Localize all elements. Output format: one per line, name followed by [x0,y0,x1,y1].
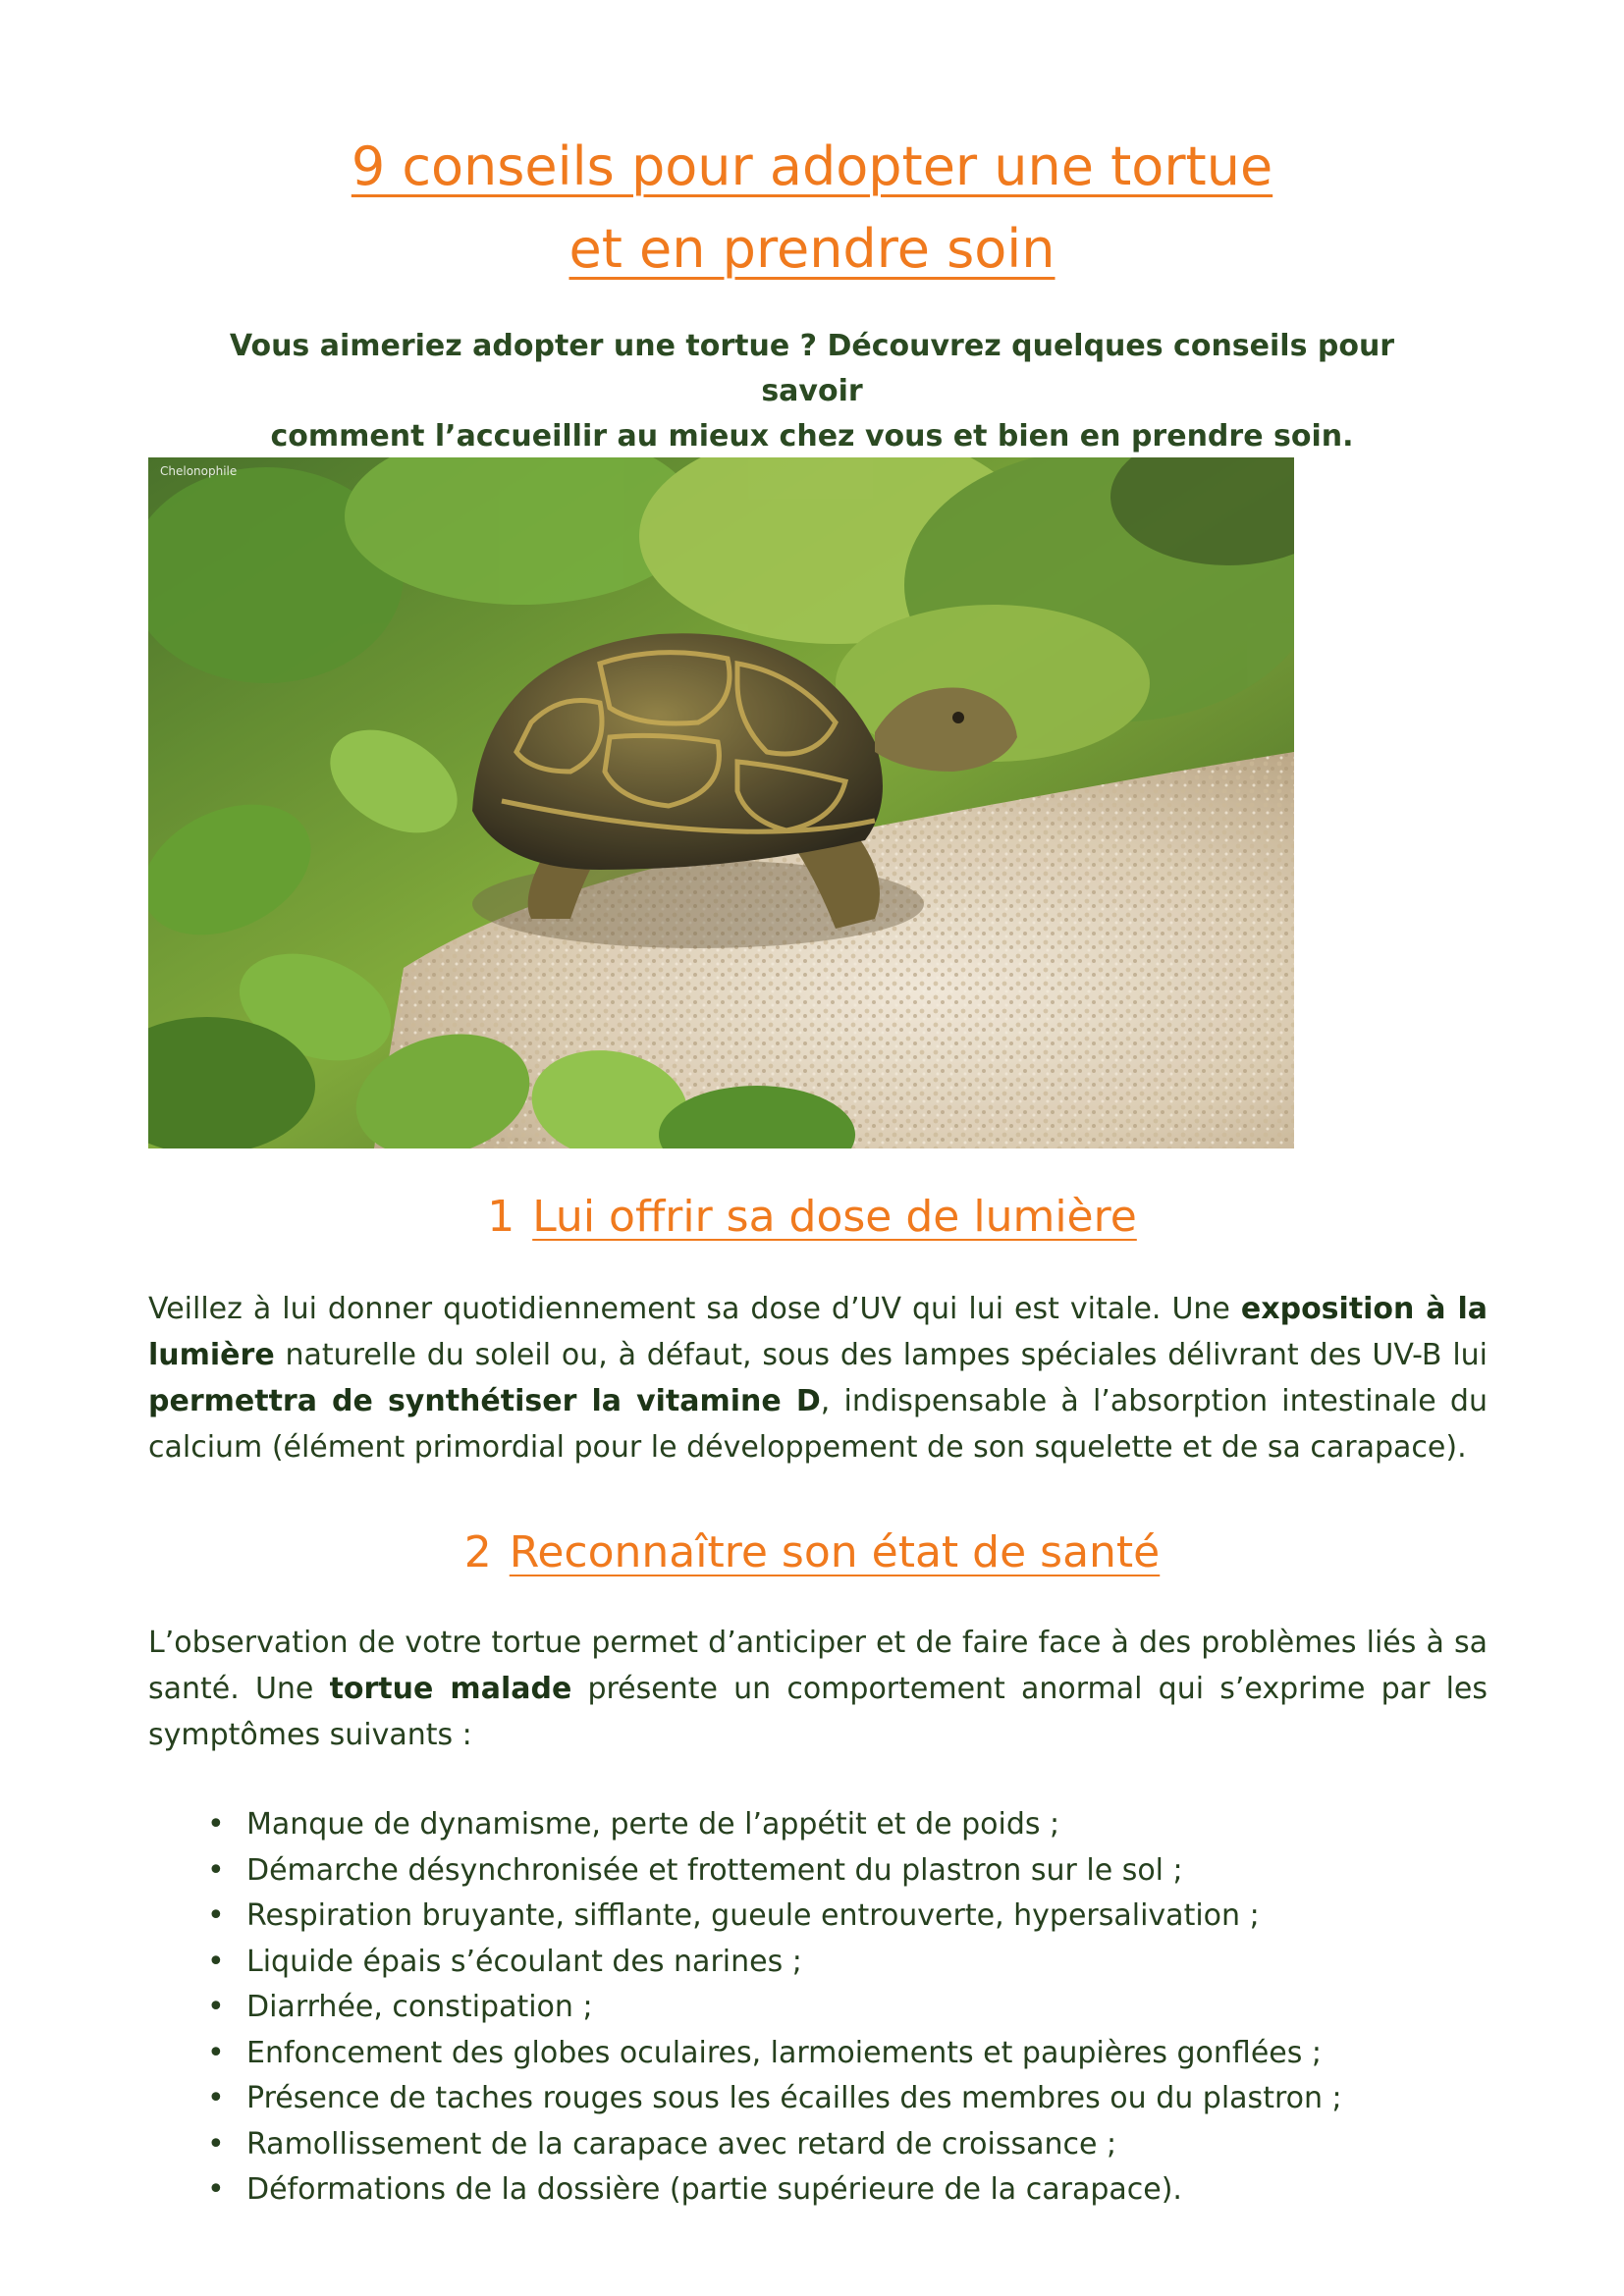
list-item [148,2031,1488,2077]
section-2-heading [0,1523,1624,1582]
s1-text-e: , indispensable à l’absorption intestinale du calcium (élément primordial pour le développement de son squelette et de sa carapace). [148,1384,1488,1465]
section-2-number: 2 [463,1527,492,1577]
symptom-text: Démarche désynchronisée et frottement du plastron sur le sol ; [246,1852,1183,1888]
s1-text-c: naturelle du soleil ou, à défaut, sous des lampes spéciales délivrant des UV-B lui [274,1338,1488,1372]
symptom-text: Respiration bruyante, sifflante, gueule entrouverte, hypersalivation ; [246,1898,1260,1933]
s2-text-a: L’observation de votre tortue permet d’anticiper et de faire face à des problèmes liés à sa santé. Une [148,1626,1488,1706]
section-1-heading [0,1188,1624,1247]
list-item [148,1802,1488,1848]
list-item [148,2076,1488,2122]
photo-watermark: Chelonophile [160,464,238,478]
symptom-text: Manque de dynamisme, perte de l’appétit et de poids ; [246,1807,1060,1842]
tortoise-photo-illustration [148,457,1294,1148]
symptom-text: Ramollissement de la carapace avec retard de croissance ; [246,2126,1117,2162]
bullet-icon: • [207,1990,225,2024]
bullet-icon: • [207,1852,225,1888]
s1-bold-exposition: exposition à la lumière [148,1292,1488,1372]
symptom-text: Déformations de la dossière (partie supérieure de la carapace). [246,2172,1182,2207]
symptom-text: Enfoncement des globes oculaires, larmoiements et paupières gonflées ; [246,2035,1322,2070]
section-1-paragraph [148,1286,1488,1470]
bullet-icon: • [207,1944,225,1979]
bullet-icon: • [207,1807,225,1842]
section-2-title: Reconnaître son état de santé [509,1527,1161,1577]
bullet-icon: • [207,2172,225,2207]
list-item [148,1894,1488,1940]
section-1-number: 1 [487,1192,515,1242]
bullet-icon: • [207,2081,225,2115]
section-1-title: Lui offrir sa dose de lumière [532,1192,1137,1242]
intro-paragraph [196,324,1428,459]
symptoms-list [148,1802,1488,2214]
s1-text-a: Veillez à lui donner quotidiennement sa dose d’UV qui lui est vitale. Une [148,1292,1241,1326]
list-item [148,2167,1488,2214]
list-item [148,1848,1488,1895]
symptom-text: Présence de taches rouges sous les écailles des membres ou du plastron ; [246,2081,1342,2115]
bullet-icon: • [207,2126,225,2162]
symptom-text: Diarrhée, constipation ; [246,1990,593,2024]
bullet-icon: • [207,2035,225,2070]
list-item [148,1940,1488,1986]
list-item [148,2122,1488,2168]
section-2-paragraph [148,1620,1488,1758]
s1-bold-vitamine: permettra de synthétiser la vitamine D [148,1384,821,1418]
intro-line-1: Vous aimeriez adopter une tortue ? Découvrez quelques conseils pour savoir [229,329,1395,408]
list-item [148,1985,1488,2031]
s2-text-c: présente un comportement anormal qui s’exprime par les symptômes suivants : [148,1672,1488,1752]
bullet-icon: • [207,1898,225,1933]
document-title [0,126,1624,291]
s2-bold-tortue-malade: tortue malade [329,1672,572,1706]
title-line-2: et en prendre soin [568,218,1056,280]
intro-line-2: comment l’accueillir au mieux chez vous et bien en prendre soin. [270,419,1354,454]
tortoise-photo [148,457,1294,1148]
symptom-text: Liquide épais s’écoulant des narines ; [246,1944,802,1979]
title-line-1: 9 conseils pour adopter une tortue [351,135,1273,197]
